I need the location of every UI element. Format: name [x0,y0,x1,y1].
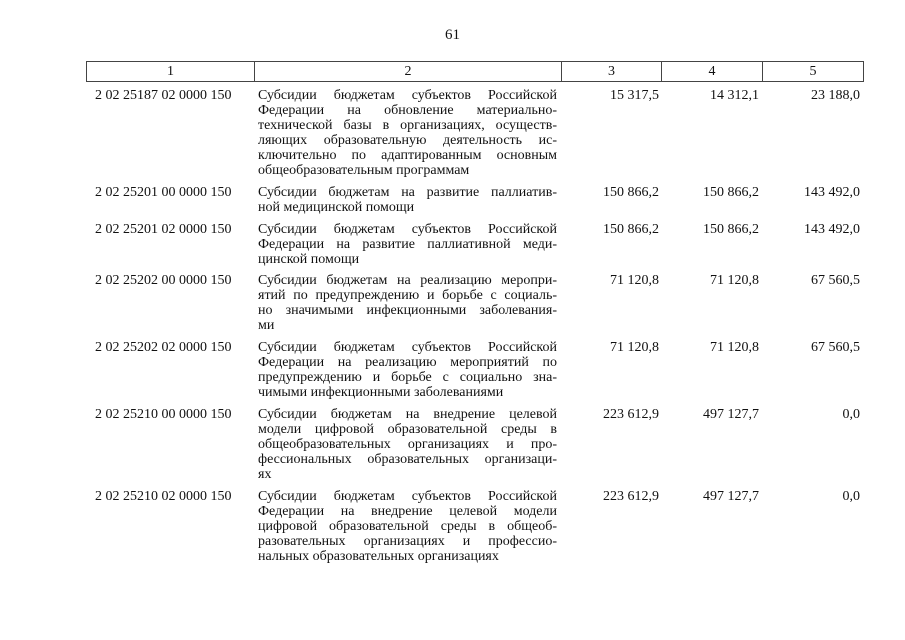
row-code: 2 02 25202 02 0000 150 [95,340,232,355]
row-description [258,407,557,482]
description-line: разовательных организациях и профессио- [258,534,557,549]
description-line: Субсидии бюджетам на развитие паллиатив- [258,185,557,200]
description-line: модели цифровой образовательной среды в [258,422,557,437]
table-header [86,61,864,82]
row-value-3: 223 612,9 [603,407,659,422]
description-line: Федерации на реализацию мероприятий по [258,355,557,370]
description-line: ятий по предупреждению и борьбе с социаль- [258,288,557,303]
row-value-3: 150 866,2 [603,222,659,237]
description-line: чимыми инфекционными заболеваниями [258,385,504,400]
description-line: но значимыми инфекционными заболевания- [258,303,557,318]
description-line: ях [258,467,272,482]
row-description [258,489,557,564]
description-line: цинской помощи [258,252,360,267]
description-line: цифровой образовательной среды в общеоб- [258,519,557,534]
row-value-4: 71 120,8 [710,340,759,355]
row-code: 2 02 25210 00 0000 150 [95,407,232,422]
row-value-3: 15 317,5 [610,88,659,103]
description-line: ми [258,318,275,333]
row-value-3: 150 866,2 [603,185,659,200]
row-value-5: 143 492,0 [804,222,860,237]
header-col-3: 3 [562,62,662,81]
description-line: Субсидии бюджетам субъектов Российской [258,489,557,504]
row-code: 2 02 25201 00 0000 150 [95,185,232,200]
description-line: Субсидии бюджетам субъектов Российской [258,340,557,355]
row-value-5: 0,0 [842,407,860,422]
header-col-1: 1 [87,62,255,81]
row-value-5: 67 560,5 [811,340,860,355]
row-value-5: 23 188,0 [811,88,860,103]
description-line: общеобразовательных организациях и про- [258,437,557,452]
row-value-4: 71 120,8 [710,273,759,288]
row-code: 2 02 25210 02 0000 150 [95,489,232,504]
header-col-2: 2 [255,62,562,81]
description-line: фессиональных образовательных организаци- [258,452,557,467]
row-value-3: 71 120,8 [610,340,659,355]
row-value-4: 14 312,1 [710,88,759,103]
row-value-5: 67 560,5 [811,273,860,288]
row-value-5: 0,0 [842,489,860,504]
row-description [258,88,557,178]
row-value-4: 150 866,2 [703,222,759,237]
row-code: 2 02 25202 00 0000 150 [95,273,232,288]
header-col-4: 4 [662,62,763,81]
description-line: Субсидии бюджетам на реализацию меропри- [258,273,557,288]
description-line: ключительно по адаптированным основным [258,148,557,163]
description-line: предупреждению и борьбе с социально зна- [258,370,557,385]
row-description [258,273,557,333]
description-line: Федерации на внедрение целевой модели [258,504,557,519]
description-line: технической базы в организациях, осуществ- [258,118,557,133]
row-value-3: 223 612,9 [603,489,659,504]
row-description [258,340,557,400]
description-line: нальных образовательных организациях [258,549,499,564]
row-description [258,222,557,267]
row-code: 2 02 25187 02 0000 150 [95,88,232,103]
header-col-5: 5 [809,64,817,79]
description-line: Субсидии бюджетам субъектов Российской [258,222,557,237]
description-line: Федерации на развитие паллиативной меди- [258,237,557,252]
description-line: ной медицинской помощи [258,200,415,215]
row-code: 2 02 25201 02 0000 150 [95,222,232,237]
description-line: Федерации на обновление материально- [258,103,557,118]
row-value-4: 497 127,7 [703,407,759,422]
row-value-4: 150 866,2 [703,185,759,200]
description-line: Субсидии бюджетам на внедрение целевой [258,407,557,422]
description-line: Субсидии бюджетам субъектов Российской [258,88,557,103]
page-number: 61 [445,27,460,43]
description-line: общеобразовательным программам [258,163,470,178]
row-description [258,185,557,215]
row-value-5: 143 492,0 [804,185,860,200]
row-value-4: 497 127,7 [703,489,759,504]
row-value-3: 71 120,8 [610,273,659,288]
description-line: ляющих образовательную деятельность ис- [258,133,557,148]
